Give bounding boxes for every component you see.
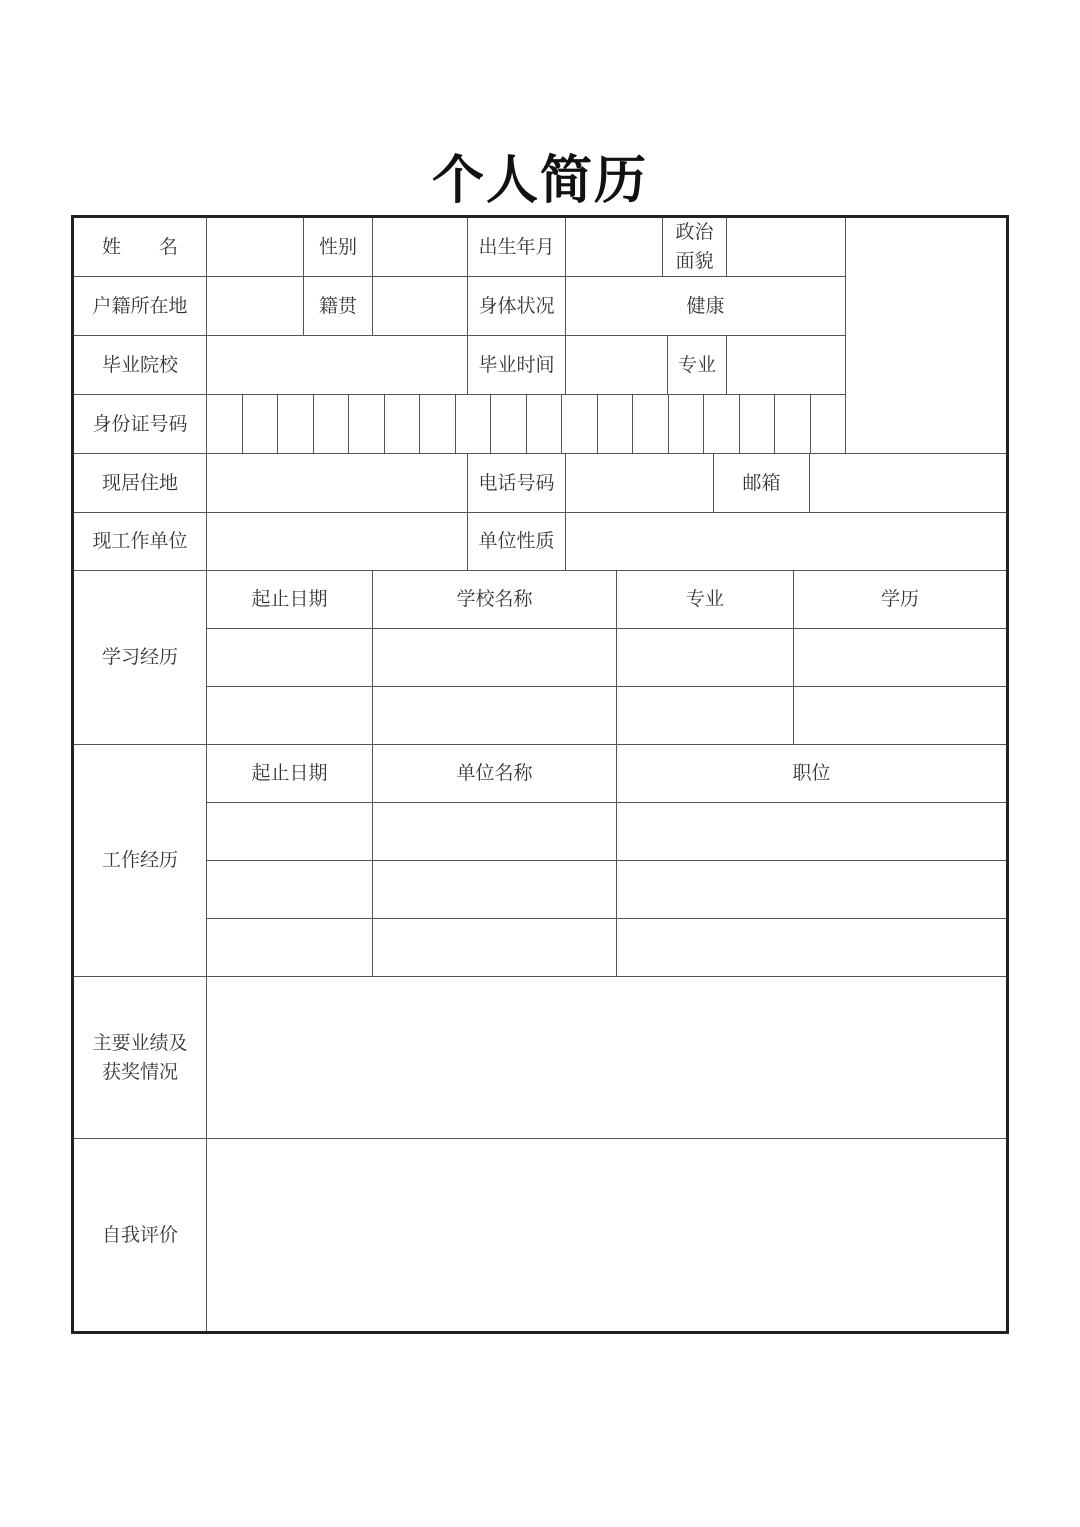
employer-type-label: 单位性质 bbox=[478, 530, 555, 552]
study-section-label: 学习经历 bbox=[101, 646, 178, 668]
political-label-line1: 政治 bbox=[675, 221, 714, 243]
major-field[interactable] bbox=[727, 336, 845, 394]
study-header-major: 专业 bbox=[685, 588, 724, 610]
birth-field[interactable] bbox=[566, 218, 662, 276]
political-status-label bbox=[663, 218, 726, 276]
work-row[interactable] bbox=[207, 919, 1006, 976]
phone-label: 电话号码 bbox=[478, 471, 555, 494]
phone-field[interactable] bbox=[566, 454, 713, 512]
email-label: 邮箱 bbox=[742, 471, 781, 494]
school-field[interactable] bbox=[207, 336, 467, 394]
gender-field[interactable] bbox=[373, 218, 467, 276]
resume-form bbox=[71, 215, 1009, 1334]
name-field[interactable] bbox=[207, 218, 303, 276]
political-label-line2: 面貌 bbox=[675, 250, 714, 272]
political-status-field[interactable] bbox=[727, 218, 845, 276]
work-header-dates: 起止日期 bbox=[251, 762, 328, 784]
self-evaluation-field[interactable] bbox=[207, 1139, 1006, 1331]
work-header-position: 职位 bbox=[792, 762, 831, 784]
hukou-field[interactable] bbox=[207, 277, 303, 335]
achievements-label-line1: 主要业绩及 bbox=[92, 1031, 188, 1054]
id-number-label: 身份证号码 bbox=[92, 412, 188, 435]
grad-time-field[interactable] bbox=[566, 336, 667, 394]
name-label: 姓 名 bbox=[101, 235, 178, 258]
achievements-label bbox=[74, 977, 206, 1138]
employer-label: 现工作单位 bbox=[92, 530, 188, 552]
study-row[interactable] bbox=[207, 687, 1006, 744]
study-header-degree: 学历 bbox=[880, 588, 919, 610]
study-header-dates: 起止日期 bbox=[251, 588, 328, 610]
self-evaluation-label: 自我评价 bbox=[101, 1223, 178, 1246]
work-row[interactable] bbox=[207, 861, 1006, 918]
photo-box[interactable] bbox=[846, 218, 1006, 453]
employer-type-field[interactable] bbox=[566, 513, 1006, 570]
email-field[interactable] bbox=[810, 454, 1006, 512]
achievements-label-line2: 获奖情况 bbox=[101, 1060, 178, 1083]
work-row[interactable] bbox=[207, 803, 1006, 860]
native-place-field[interactable] bbox=[373, 277, 467, 335]
native-place-label: 籍贯 bbox=[318, 294, 357, 317]
address-label: 现居住地 bbox=[101, 471, 178, 494]
employer-field[interactable] bbox=[207, 513, 467, 570]
study-row[interactable] bbox=[207, 629, 1006, 686]
major-label: 专业 bbox=[677, 353, 716, 376]
address-field[interactable] bbox=[207, 454, 467, 512]
birth-label: 出生年月 bbox=[478, 235, 555, 258]
id-number-field[interactable] bbox=[207, 395, 845, 453]
hukou-label: 户籍所在地 bbox=[92, 294, 188, 317]
grad-time-label: 毕业时间 bbox=[478, 353, 555, 376]
work-header-company: 单位名称 bbox=[456, 762, 533, 784]
health-label: 身体状况 bbox=[478, 294, 555, 317]
school-label: 毕业院校 bbox=[101, 353, 178, 376]
work-section-label: 工作经历 bbox=[101, 849, 178, 871]
gender-label: 性别 bbox=[318, 235, 357, 258]
study-header-school: 学校名称 bbox=[456, 588, 533, 610]
achievements-field[interactable] bbox=[207, 977, 1006, 1138]
page-title: 个人简历 bbox=[431, 150, 648, 211]
health-value[interactable]: 健康 bbox=[686, 294, 725, 317]
